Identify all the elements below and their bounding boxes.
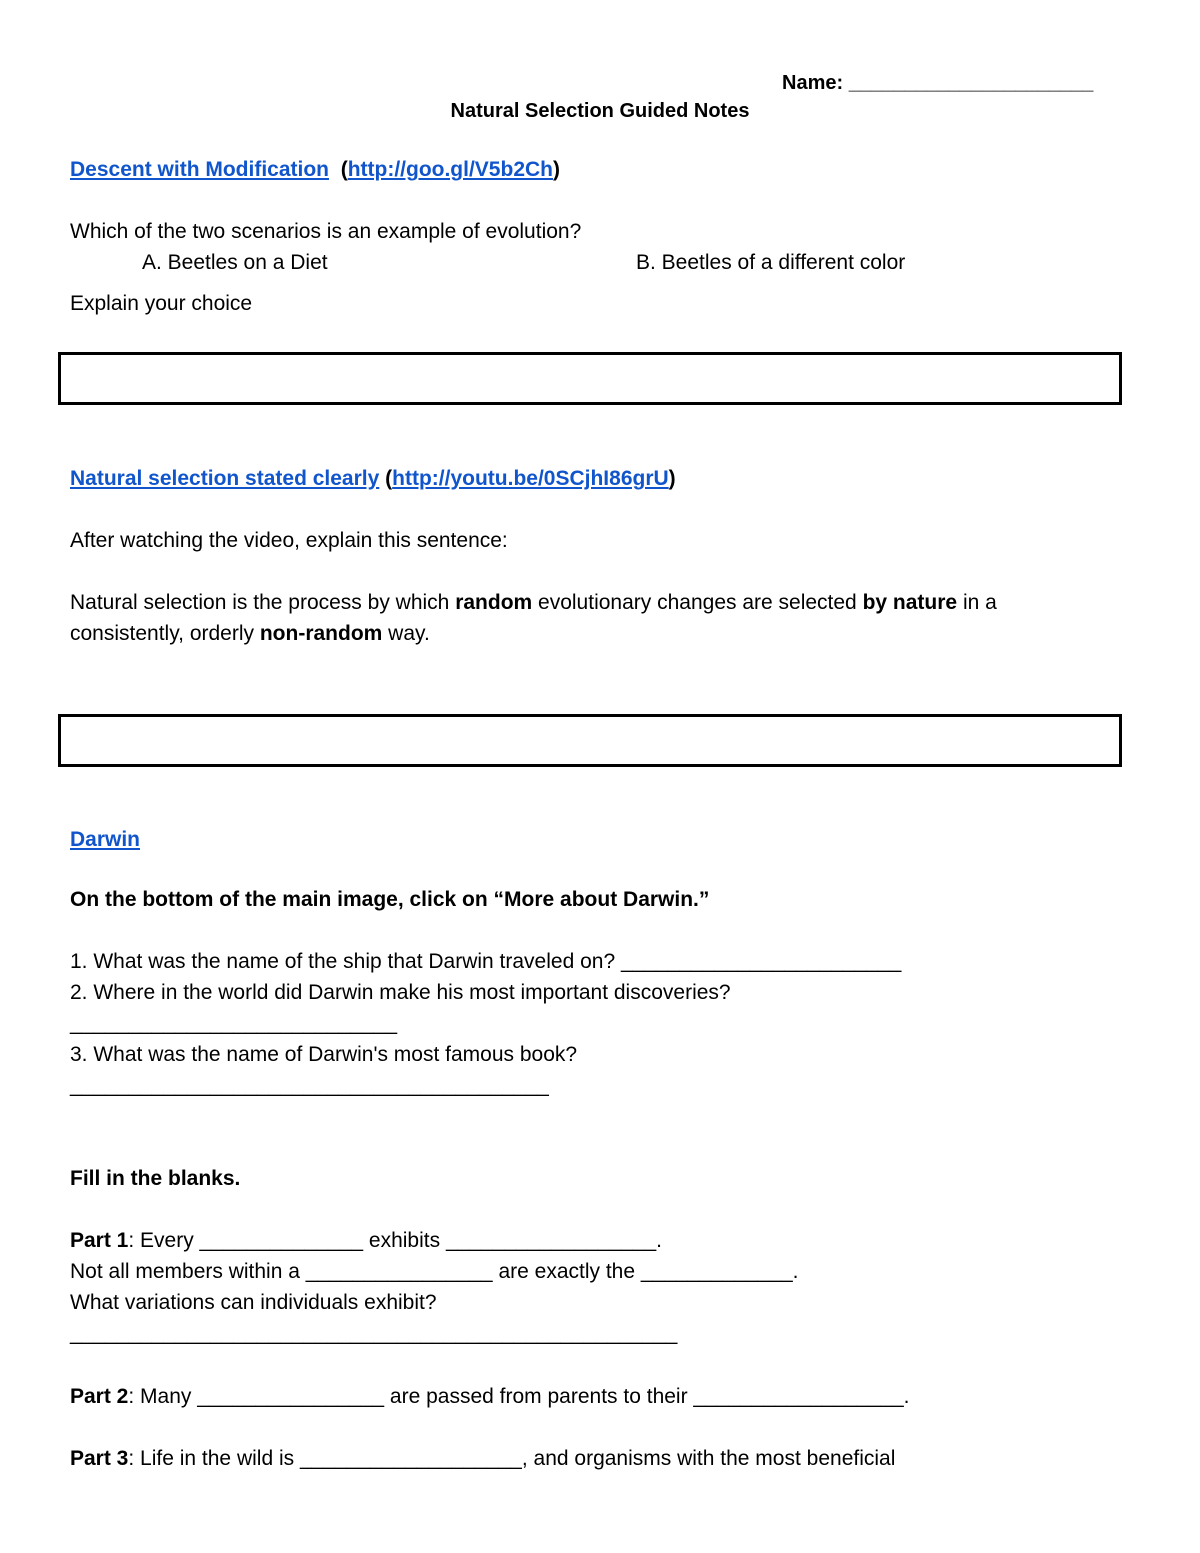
evolution-question: Which of the two scenarios is an example of evolution? xyxy=(70,220,582,243)
sentence-text: evolutionary changes are selected xyxy=(532,591,863,614)
sentence-text: way. xyxy=(382,622,430,645)
video-prompt: After watching the video, explain this sentence: xyxy=(70,529,508,552)
descent-url[interactable]: http://goo.gl/V5b2Ch xyxy=(347,158,553,181)
part-1-line xyxy=(70,1229,662,1253)
question-2-blank: ____________________________ xyxy=(70,1012,398,1035)
natural-selection-link[interactable]: Natural selection stated clearly xyxy=(70,467,380,490)
darwin-link[interactable]: Darwin xyxy=(70,828,141,851)
part-1-label: Part 1 xyxy=(70,1229,129,1252)
sentence-text: in a xyxy=(957,591,997,614)
part-2-label: Part 2 xyxy=(70,1385,129,1408)
answer-box-1[interactable] xyxy=(58,352,1122,405)
sentence-line-1 xyxy=(70,591,997,615)
name-field xyxy=(782,72,1093,95)
sentence-text: consistently, orderly xyxy=(70,622,260,645)
part-1-line-3-blank: ____________________________________________________ xyxy=(70,1322,678,1345)
video-url-open: ( xyxy=(385,467,393,490)
natural-selection-heading xyxy=(70,467,676,491)
part-1-line-3: What variations can individuals exhibit? xyxy=(70,1291,437,1314)
part-1-line-2: Not all members within a ________________ are exactly the _____________. xyxy=(70,1260,799,1283)
part-3-text: : Life in the wild is ___________________, and organisms with the most beneficial xyxy=(128,1447,896,1470)
descent-url-close: ) xyxy=(553,158,560,181)
video-url[interactable]: http://youtu.be/0SCjhI86grU xyxy=(392,467,669,490)
darwin-instruction: On the bottom of the main image, click on “More about Darwin.” xyxy=(70,888,710,911)
question-1: 1. What was the name of the ship that Darwin traveled on? ________________________ xyxy=(70,950,902,973)
question-2: 2. Where in the world did Darwin make his most important discoveries? xyxy=(70,981,731,1004)
part-1-text: : Every ______________ exhibits __________________. xyxy=(128,1229,662,1252)
descent-url-open: ( xyxy=(340,158,348,181)
part-2-text: : Many ________________ are passed from parents to their __________________. xyxy=(128,1385,910,1408)
name-label: Name: xyxy=(782,72,844,94)
question-3: 3. What was the name of Darwin's most famous book? xyxy=(70,1043,578,1066)
sentence-bold-by-nature: by nature xyxy=(862,591,958,614)
name-blank: ______________________ xyxy=(848,72,1094,94)
option-b: B. Beetles of a different color xyxy=(636,251,906,274)
descent-heading xyxy=(70,158,560,182)
sentence-line-2 xyxy=(70,622,430,646)
fill-blanks-heading: Fill in the blanks. xyxy=(70,1167,241,1190)
answer-box-2[interactable] xyxy=(58,714,1122,767)
part-3-label: Part 3 xyxy=(70,1447,129,1470)
descent-link[interactable]: Descent with Modification xyxy=(70,158,330,181)
part-2-line xyxy=(70,1385,909,1409)
option-a: A. Beetles on a Diet xyxy=(142,251,328,274)
explain-prompt: Explain your choice xyxy=(70,292,253,315)
sentence-bold-non-random: non-random xyxy=(259,622,383,645)
question-3-blank: _________________________________________ xyxy=(70,1074,549,1097)
part-3-line xyxy=(70,1447,895,1471)
sentence-bold-random: random xyxy=(455,591,533,614)
video-url-close: ) xyxy=(668,467,676,490)
sentence-text: Natural selection is the process by which xyxy=(70,591,456,614)
page-title: Natural Selection Guided Notes xyxy=(450,100,750,122)
